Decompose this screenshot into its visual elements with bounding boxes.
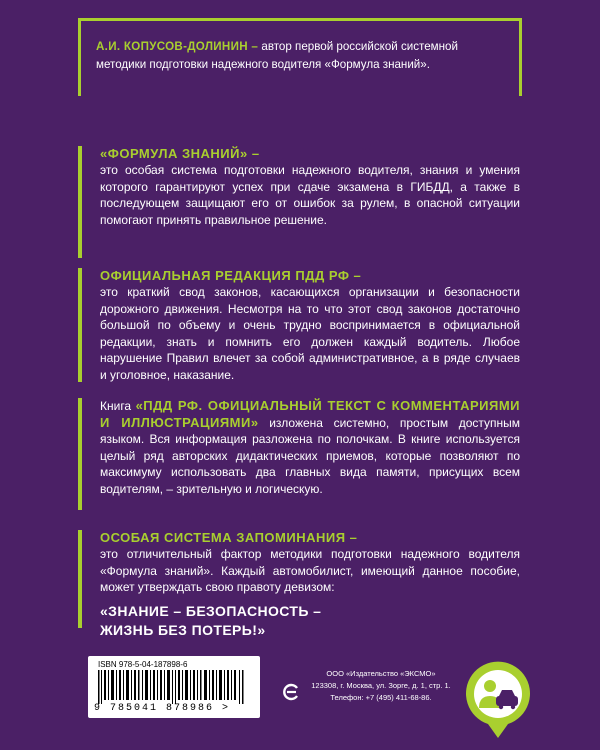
section-heading: «ПДД РФ. ОФИЦИАЛЬНЫЙ ТЕКСТ С КОММЕНТАРИЯМИ И ИЛЛЮСТРАЦИЯМИ» — [100, 398, 520, 430]
section-accent-bar — [78, 268, 82, 382]
author-text-line2: методики подготовки надежного водителя «Формула знаний». — [96, 58, 430, 71]
barcode — [88, 656, 260, 718]
publisher-line1: ООО «Издательство «ЭКСМО» — [326, 669, 436, 678]
section-heading: ОФИЦИАЛЬНАЯ РЕДАКЦИЯ ПДД РФ – — [100, 268, 362, 283]
motto-line1: «ЗНАНИЕ – БЕЗОПАСНОСТЬ – — [100, 602, 322, 619]
section-prefix: Книга — [100, 399, 136, 413]
section-accent-bar — [78, 398, 82, 510]
barcode-bars — [98, 670, 250, 704]
section-body: это особая система подготовки надежного водителя, знания и умения которого гарантируют успех при сдаче экзамена в ГИБДД, а также в последующем защищают его от ошибок за рулем, в опасной ситуации помогают принять правильное решение. — [100, 163, 520, 227]
publisher-line2: 123308, г. Москва, ул. Зорге, д. 1, стр. 1. — [311, 681, 451, 690]
publisher-info — [296, 668, 466, 704]
section-heading: ОСОБАЯ СИСТЕМА ЗАПОМИНАНИЯ – — [100, 530, 358, 545]
section-accent-bar — [78, 146, 82, 258]
section-official-edition — [78, 268, 534, 382]
section-book-text — [100, 398, 520, 498]
author-text-line1: автор первой российской системной — [261, 40, 458, 53]
author-name: А.И. КОПУСОВ-ДОЛИНИН – — [96, 40, 259, 53]
section-body: это краткий свод законов, касающихся организации и безопасности дорожного движения. Несмотря на то что этот свод законов достаточно большой по объему и очень трудно воспринимается в официальной редакции, знать и помнить его должен каждый водитель. Любое нарушение Правил влечет за собой административное, а в ряде случаев и уголовное, наказание. — [100, 285, 520, 382]
section-body: это отличительный фактор методики подготовки надежного водителя «Формула знаний». Каждый автомобилист, имеющий данное пособие, может утверждать свою правоту девизом: — [100, 547, 520, 595]
motto-line2: ЖИЗНЬ БЕЗ ПОТЕРЬ!» — [100, 621, 266, 638]
section-heading: «ФОРМУЛА ЗНАНИЙ» – — [100, 146, 260, 161]
motto — [100, 602, 520, 640]
section-body: изложена системно, простым доступным языком. Вся информация разложена по полочкам. В книге используется целый ряд авторских дидактических приемов, которые позволяют по максимуму использовать два главных вида памяти, присущих всем водителям, – зрительную и логическую. — [100, 415, 520, 496]
author-block — [96, 38, 516, 74]
section-book — [78, 398, 534, 510]
publisher-line3: Телефон: +7 (495) 411-68-86. — [330, 693, 432, 702]
section-accent-bar — [78, 530, 82, 628]
section-memory-system — [78, 530, 534, 638]
isbn-text: ISBN 978-5-04-187898-6 — [98, 660, 188, 669]
section-formula — [78, 146, 534, 258]
barcode-digits: 9 785041 878986 > — [94, 703, 231, 714]
driver-car-badge-icon — [466, 640, 530, 740]
